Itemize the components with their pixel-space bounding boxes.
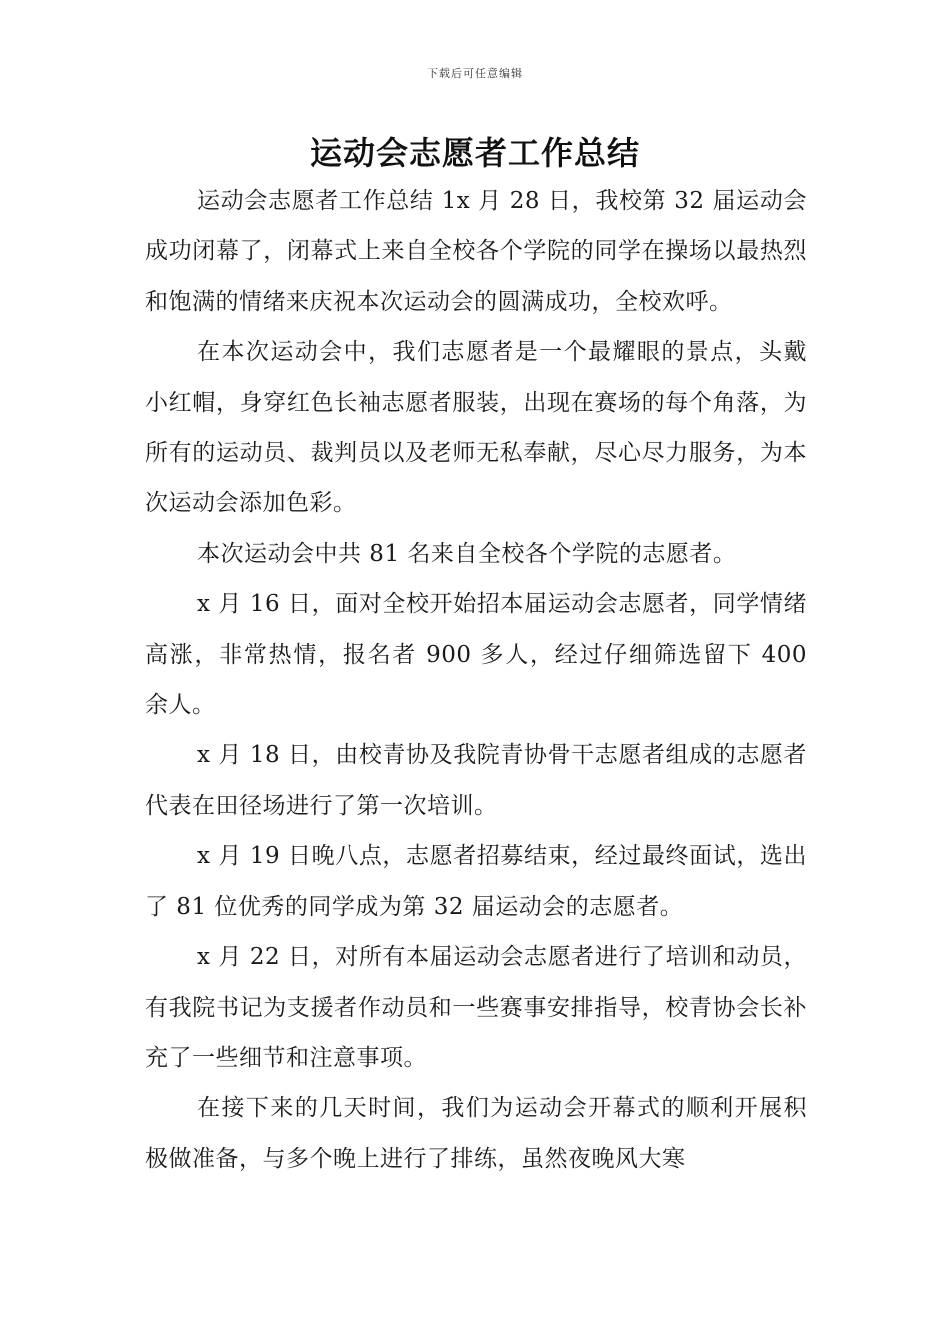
paragraph-5: x 月 18 日，由校青协及我院青协骨干志愿者组成的志愿者代表在田径场进行了第一次培训。	[145, 742, 807, 819]
paragraph-1: 运动会志愿者工作总结 1x 月 28 日，我校第 32 届运动会成功闭幕了，闭幕式上来自全校各个学院的同学在操场以最热烈和饱满的情绪来庆祝本次运动会的圆满成功，全校欢呼。	[145, 188, 807, 315]
document-body	[145, 176, 807, 1184]
paragraph-4: x 月 16 日，面对全校开始招本届运动会志愿者，同学情绪高涨，非常热情，报名者 900 多人，经过仔细筛选留下 400 余人。	[145, 591, 807, 719]
paragraph-8: 在接下来的几天时间，我们为运动会开幕式的顺利开展积极做准备，与多个晚上进行了排练，虽然夜晚风大寒	[145, 1095, 807, 1172]
paragraph-3: 本次运动会中共 81 名来自全校各个学院的志愿者。	[197, 540, 737, 567]
paragraph-7: x 月 22 日，对所有本届运动会志愿者进行了培训和动员，有我院书记为支援者作动员和一些赛事安排指导，校青协会长补充了一些细节和注意事项。	[145, 944, 807, 1071]
header-note: 下载后可任意编辑	[427, 67, 523, 80]
paragraph-6: x 月 19 日晚八点，志愿者招募结束，经过最终面试，选出了 81 位优秀的同学成为第 32 届运动会的志愿者。	[145, 843, 807, 920]
document-title: 运动会志愿者工作总结	[309, 134, 640, 172]
paragraph-2: 在本次运动会中，我们志愿者是一个最耀眼的景点，头戴小红帽，身穿红色长袖志愿者服装，出现在赛场的每个角落，为所有的运动员、裁判员以及老师无私奉献，尽心尽力服务，为本次运动会添加色彩。	[145, 339, 807, 517]
